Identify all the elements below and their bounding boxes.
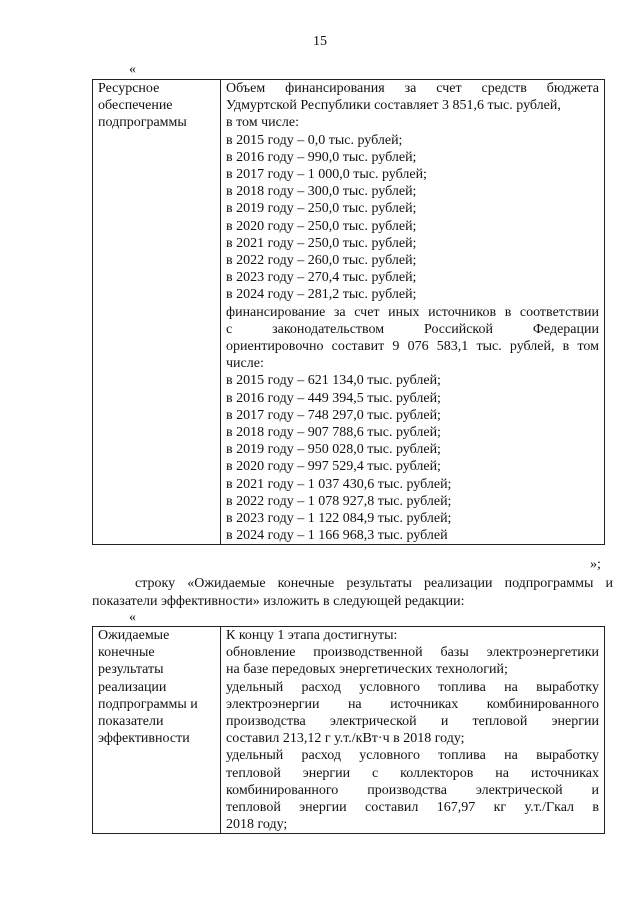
resource-label-cell (93, 80, 221, 545)
resource-year-line: в 2016 году – 449 394,5 тыс. рублей; (226, 390, 441, 406)
closing-quote: »; (590, 557, 601, 572)
results-text-line: составил 213,12 г у.т./кВт·ч в 2018 году; (226, 731, 465, 747)
resource-text-line: финансирование за счет иных источников в соответствии (226, 304, 599, 320)
results-text-line: тепловой энергии составил 167,97 кг у.т./Гкал в (226, 800, 599, 816)
resource-year-line: в 2023 году – 1 122 084,9 тыс. рублей; (226, 511, 452, 527)
instruction-line: показатели эффективности» изложить в следующей редакции: (92, 593, 465, 609)
resource-year-line: в 2017 году – 1 000,0 тыс. рублей; (226, 167, 427, 183)
results-text-line: обновление производственной базы электроэнергетики (226, 645, 599, 661)
resource-year-line: в 2022 году – 1 078 927,8 тыс. рублей; (226, 493, 452, 509)
resource-year-line: в 2018 году – 300,0 тыс. рублей; (226, 184, 417, 200)
results-text-line: удельный расход условного топлива на выработку (226, 679, 599, 695)
resource-table (92, 79, 605, 545)
results-label-line: реализации (98, 679, 167, 695)
resource-year-line: в 2022 году – 260,0 тыс. рублей; (226, 253, 417, 269)
results-text-line: комбинированного производства электрической и (226, 782, 599, 798)
results-label-line: подпрограммы и (98, 696, 198, 712)
resource-text-line: Удмуртской Республики составляет 3 851,6 тыс. рублей, (226, 98, 561, 114)
results-table (92, 626, 605, 834)
resource-text-line: в том числе: (226, 115, 299, 131)
instruction-paragraph (92, 575, 613, 610)
results-label-line: показатели (98, 714, 164, 730)
resource-year-line: в 2019 году – 950 028,0 тыс. рублей; (226, 442, 441, 458)
page-number: 15 (313, 34, 327, 49)
resource-label-line: Ресурсное (98, 81, 160, 96)
results-label-line: конечные (98, 645, 155, 661)
resource-content-cell (221, 80, 605, 545)
results-text-line: на базе передовых энергетических технологий; (226, 662, 508, 678)
resource-year-line: в 2019 году – 250,0 тыс. рублей; (226, 201, 417, 217)
results-text-line: электроэнергии на источниках комбинированного (226, 696, 599, 712)
results-label-line: эффективности (98, 731, 190, 747)
results-label-line: Ожидаемые (98, 628, 170, 643)
resource-year-line: в 2023 году – 270,4 тыс. рублей; (226, 270, 417, 286)
resource-label-line: обеспечение (98, 98, 173, 114)
results-text-line: производства электрической и тепловой энергии (226, 714, 599, 730)
resource-text-line: Объем финансирования за счет средств бюджета (226, 81, 599, 96)
resource-year-line: в 2024 году – 1 166 968,3 тыс. рублей (226, 528, 448, 544)
results-label-cell (93, 627, 221, 834)
resource-year-line: в 2021 году – 250,0 тыс. рублей; (226, 235, 417, 251)
resource-year-line: в 2015 году – 621 134,0 тыс. рублей; (226, 373, 441, 389)
instruction-line: строку «Ожидаемые конечные результаты реализации подпрограммы и (135, 576, 613, 591)
resource-year-line: в 2018 году – 907 788,6 тыс. рублей; (226, 425, 441, 441)
results-text-line: 2018 году; (226, 817, 288, 833)
opening-quote-2: « (129, 610, 136, 625)
results-label-line: результаты (98, 662, 164, 678)
resource-year-line: в 2015 году – 0,0 тыс. рублей; (226, 132, 403, 148)
results-content-cell (221, 627, 605, 834)
results-text-line: удельный расход условного топлива на выработку (226, 748, 599, 764)
resource-text-line: ориентировочно составит 9 076 583,1 тыс. рублей, в том (226, 339, 599, 355)
resource-text-line: числе: (226, 356, 264, 372)
resource-year-line: в 2021 году – 1 037 430,6 тыс. рублей; (226, 476, 452, 492)
results-text-line: К концу 1 этапа достигнуты: (226, 628, 398, 643)
resource-year-line: в 2020 году – 250,0 тыс. рублей; (226, 218, 417, 234)
resource-year-line: в 2020 году – 997 529,4 тыс. рублей; (226, 459, 441, 475)
resource-year-line: в 2016 году – 990,0 тыс. рублей; (226, 149, 417, 165)
resource-year-line: в 2017 году – 748 297,0 тыс. рублей; (226, 407, 441, 423)
resource-label-line: подпрограммы (98, 115, 187, 131)
results-text-line: тепловой энергии с коллекторов на источниках (226, 765, 599, 781)
resource-year-line: в 2024 году – 281,2 тыс. рублей; (226, 287, 417, 303)
opening-quote-1: « (129, 62, 136, 77)
resource-text-line: с законодательством Российской Федерации (226, 321, 599, 337)
